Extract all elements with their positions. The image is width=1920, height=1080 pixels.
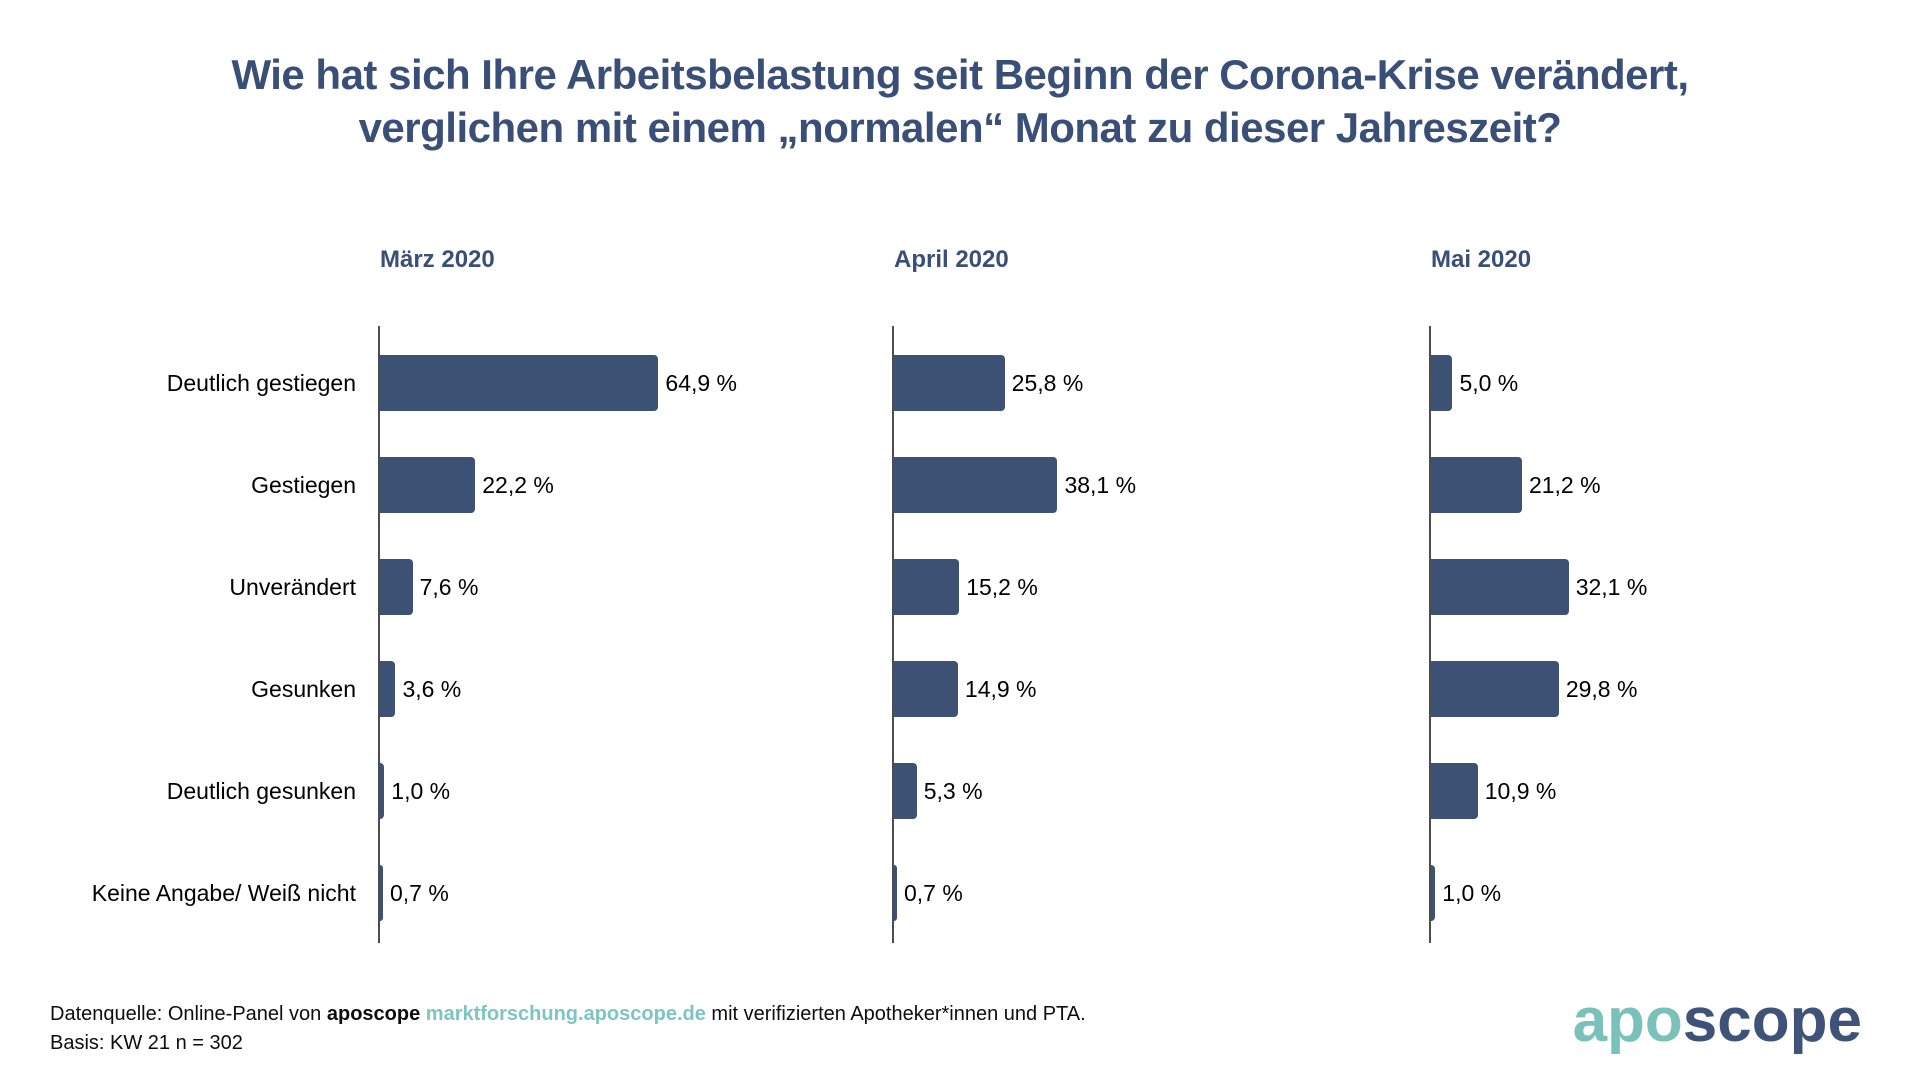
bar	[1431, 355, 1452, 411]
basis-line: Basis: KW 21 n = 302	[50, 1032, 243, 1054]
panel-header-may: Mai 2020	[1431, 246, 1532, 273]
bar-value-label: 10,9 %	[1484, 778, 1557, 804]
bar-value-label: 64,9 %	[665, 370, 738, 396]
bar-value-label: 14,9 %	[964, 676, 1037, 702]
bar	[380, 865, 383, 921]
source-brand: aposcope	[326, 1003, 421, 1025]
y-axis-line	[1429, 326, 1431, 943]
source-suffix: mit verifizierten Apotheker*innen und PTA.	[711, 1003, 1086, 1025]
category-label: Gestiegen	[251, 472, 356, 498]
chart-title	[0, 48, 1920, 154]
y-axis-line	[892, 326, 894, 943]
panel-may	[1429, 326, 1920, 946]
bar	[380, 661, 395, 717]
bar	[1431, 457, 1522, 513]
source-prefix: Datenquelle: Online-Panel von	[50, 1003, 322, 1025]
bar	[380, 457, 475, 513]
bar-value-label: 29,8 %	[1565, 676, 1638, 702]
bar	[1431, 559, 1569, 615]
panel-header-march: März 2020	[380, 246, 495, 273]
logo-part-apo: apo	[1572, 986, 1683, 1055]
bar-value-label: 15,2 %	[966, 574, 1038, 600]
category-label: Deutlich gesunken	[166, 778, 356, 804]
bar	[894, 559, 959, 615]
bar-value-label: 38,1 %	[1064, 472, 1137, 498]
bar	[894, 355, 1005, 411]
bar	[894, 763, 917, 819]
panel-march	[378, 326, 883, 946]
category-label: Deutlich gestiegen	[166, 370, 356, 396]
aposcope-logo	[1572, 986, 1862, 1055]
y-axis-line	[378, 326, 380, 943]
category-label: Gesunken	[251, 676, 356, 702]
bar	[894, 457, 1057, 513]
bar	[1431, 865, 1435, 921]
source-link[interactable]: marktforschung.aposcope.de	[425, 1003, 706, 1025]
bar-value-label: 32,1 %	[1575, 574, 1648, 600]
bar-value-label: 21,2 %	[1528, 472, 1601, 498]
bar	[1431, 763, 1478, 819]
chart-title-line2: verglichen mit einem „normalen“ Monat zu dieser Jahreszeit?	[358, 104, 1562, 151]
bar	[1431, 661, 1559, 717]
bar-value-label: 0,7 %	[904, 880, 963, 906]
category-label: Keine Angabe/ Weiß nicht	[91, 880, 356, 906]
chart-title-line1: Wie hat sich Ihre Arbeitsbelastung seit Beginn der Corona-Krise verändert,	[231, 51, 1689, 98]
bar	[894, 865, 897, 921]
bar-value-label: 22,2 %	[482, 472, 554, 498]
source-line	[50, 1000, 1086, 1029]
bar	[894, 661, 958, 717]
bar-value-label: 25,8 %	[1011, 370, 1084, 396]
bar-value-label: 0,7 %	[390, 880, 449, 906]
bar-value-label: 5,3 %	[923, 778, 983, 804]
logo-part-scope: scope	[1682, 986, 1862, 1055]
category-label: Unverändert	[229, 574, 356, 600]
bar-value-label: 1,0 %	[391, 778, 451, 804]
bar	[380, 559, 413, 615]
bar	[380, 763, 384, 819]
panel-header-april: April 2020	[894, 246, 1009, 273]
bar	[380, 355, 658, 411]
footer	[50, 1000, 1086, 1058]
bar-value-label: 5,0 %	[1459, 370, 1519, 396]
bar-value-label: 7,6 %	[419, 574, 479, 600]
panel-april	[892, 326, 1397, 946]
bar-value-label: 3,6 %	[402, 676, 462, 702]
bar-value-label: 1,0 %	[1442, 880, 1502, 906]
